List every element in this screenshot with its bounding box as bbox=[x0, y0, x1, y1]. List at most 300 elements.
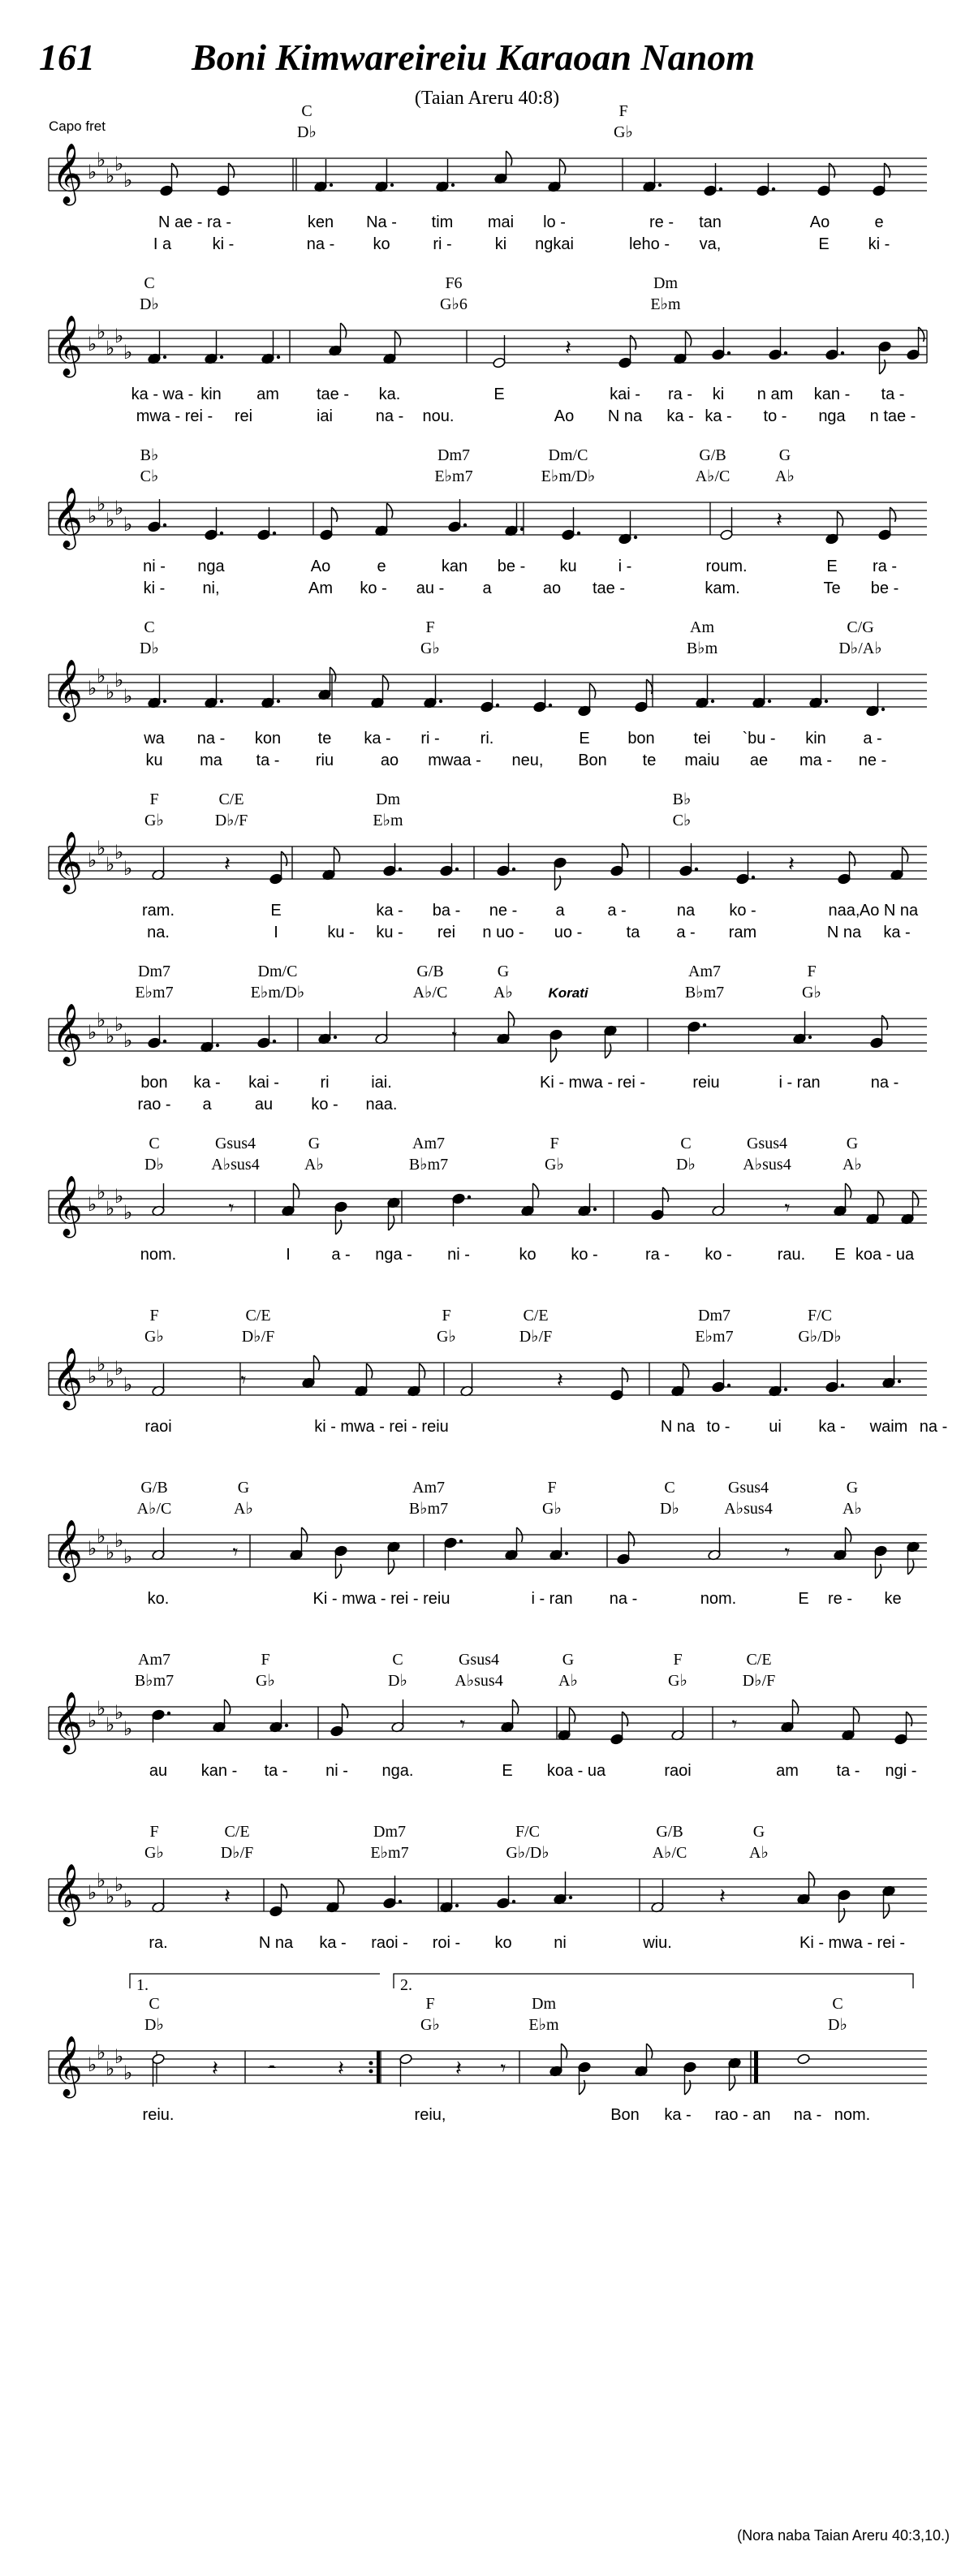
flat-sign-icon: ♭ bbox=[123, 857, 133, 880]
lyric-syllable: ku - bbox=[376, 924, 403, 941]
lyric-syllable: tim bbox=[431, 213, 454, 231]
capo-chord-symbol: D♭ bbox=[140, 295, 159, 313]
lyric-syllable: ta - bbox=[836, 1762, 860, 1780]
capo-chord-symbol: A♭/C bbox=[412, 984, 448, 1002]
chord-symbol: Gsus4 bbox=[214, 1135, 256, 1152]
chord-symbol: G/B bbox=[416, 963, 444, 980]
lyric-syllable: reiu bbox=[692, 1074, 720, 1092]
lyric-syllable: ka - bbox=[664, 2106, 692, 2124]
lyric-syllable: Bon bbox=[578, 752, 607, 769]
lyric-syllable: ngi - bbox=[885, 1762, 917, 1780]
capo-chord-symbol: G♭ bbox=[420, 640, 440, 657]
lyric-syllable: Ki - mwa - rei - reiu bbox=[312, 1590, 450, 1608]
lyric-syllable: ri bbox=[320, 1074, 330, 1092]
lyric-syllable: au bbox=[149, 1762, 168, 1780]
capo-chord-symbol: G♭ bbox=[542, 1500, 562, 1518]
flat-sign-icon: ♭ bbox=[106, 1713, 115, 1736]
lyric-syllable: ne - bbox=[489, 902, 518, 920]
capo-chord-symbol: G♭ bbox=[144, 1844, 164, 1862]
lyric-syllable: lo - bbox=[543, 213, 566, 231]
dot bbox=[727, 351, 730, 355]
treble-clef-icon: 𝄞 bbox=[52, 488, 83, 548]
note-flag bbox=[623, 843, 628, 858]
note-flag bbox=[629, 1531, 635, 1546]
flat-sign-icon: ♭ bbox=[123, 1545, 133, 1568]
dot bbox=[330, 183, 333, 187]
rest-icon: 𝄽 bbox=[338, 2057, 344, 2081]
capo-chord-symbol: G♭ bbox=[144, 1328, 164, 1346]
lyric-syllable: ne - bbox=[858, 752, 887, 769]
chord-symbol: Gsus4 bbox=[458, 1651, 500, 1669]
treble-clef-icon: 𝄞 bbox=[52, 144, 83, 204]
capo-chord-symbol: B♭m7 bbox=[134, 1672, 175, 1690]
lyric-syllable: a - bbox=[863, 730, 882, 747]
dot bbox=[898, 1380, 901, 1383]
lyric-syllable: nga - bbox=[375, 1246, 412, 1264]
note-flag bbox=[623, 1368, 628, 1382]
lyric-syllable: i - ran bbox=[531, 1590, 573, 1608]
chord-symbol: Gsus4 bbox=[746, 1135, 788, 1152]
chord-symbol: Dm/C bbox=[548, 446, 588, 464]
lyric-syllable: ba - bbox=[432, 902, 461, 920]
lyric-syllable: ken bbox=[307, 213, 334, 231]
note-flag bbox=[623, 1712, 628, 1726]
note-flag bbox=[647, 679, 653, 694]
flat-sign-icon: ♭ bbox=[106, 509, 115, 532]
capo-chord-symbol: G♭ bbox=[614, 123, 633, 141]
flat-sign-icon: ♭ bbox=[106, 1541, 115, 1564]
lyric-syllable: kin bbox=[805, 730, 826, 747]
capo-chord-symbol: E♭m bbox=[373, 812, 403, 829]
flat-sign-icon: ♭ bbox=[97, 149, 106, 171]
dot bbox=[784, 1388, 787, 1391]
dot bbox=[841, 1384, 844, 1387]
lyric-syllable: ki bbox=[494, 235, 507, 253]
lyric-syllable: i - bbox=[618, 558, 632, 575]
rest-icon: 𝄾 bbox=[784, 1540, 791, 1565]
flat-sign-icon: ♭ bbox=[106, 337, 115, 360]
lyric-syllable: to - bbox=[763, 407, 787, 425]
chord-symbol: F bbox=[673, 1651, 683, 1669]
capo-chord-symbol: D♭ bbox=[144, 1156, 164, 1174]
lyric-syllable: riu bbox=[315, 752, 334, 769]
lyric-syllable: a - bbox=[607, 902, 627, 920]
capo-chord-symbol: G♭/D♭ bbox=[506, 1844, 549, 1862]
lyric-syllable: ta - bbox=[881, 386, 905, 403]
capo-chord-symbol: A♭ bbox=[775, 467, 795, 485]
dot bbox=[463, 523, 467, 527]
note-flag bbox=[919, 327, 924, 342]
flat-sign-icon: ♭ bbox=[106, 165, 115, 187]
capo-chord-symbol: B♭m7 bbox=[408, 1500, 449, 1518]
chord-symbol: Dm bbox=[653, 274, 678, 292]
capo-chord-symbol: E♭m7 bbox=[135, 984, 174, 1002]
lyric-syllable: na - bbox=[793, 2106, 822, 2124]
note-head bbox=[797, 2053, 811, 2065]
lyric-syllable: raoi bbox=[144, 1418, 172, 1436]
note-flag bbox=[885, 163, 890, 178]
flat-sign-icon: ♭ bbox=[123, 341, 133, 364]
flat-sign-icon: ♭ bbox=[88, 161, 97, 183]
volta-bracket bbox=[394, 1974, 913, 1988]
note-flag bbox=[631, 335, 636, 350]
dot bbox=[163, 523, 166, 527]
lyric-syllable: N na bbox=[607, 407, 643, 425]
lyric-syllable: ka - bbox=[818, 1418, 846, 1436]
dot bbox=[334, 1036, 337, 1039]
capo-chord-symbol: D♭ bbox=[676, 1156, 696, 1174]
lyric-syllable: nom. bbox=[140, 1246, 177, 1264]
dot bbox=[167, 1712, 170, 1715]
lyric-syllable: rau. bbox=[777, 1246, 806, 1264]
rest-icon: 𝄽 bbox=[788, 852, 795, 877]
repeat-barline bbox=[377, 2051, 380, 2083]
lyric-syllable: wa bbox=[144, 730, 165, 747]
dot bbox=[390, 183, 394, 187]
lyric-syllable: iai. bbox=[371, 1074, 392, 1092]
dot bbox=[569, 1896, 572, 1899]
capo-chord-symbol: D♭/F bbox=[241, 1328, 275, 1346]
staff-system-5 bbox=[49, 790, 927, 941]
lyric-syllable: ka - bbox=[319, 1934, 347, 1952]
note-flag bbox=[890, 507, 896, 522]
flat-sign-icon: ♭ bbox=[123, 1889, 133, 1912]
lyric-syllable: waim bbox=[869, 1418, 908, 1436]
note-flag bbox=[830, 163, 835, 178]
lyric-syllable: ngkai bbox=[535, 235, 574, 253]
capo-chord-symbol: E♭m bbox=[528, 2016, 559, 2034]
lyric-syllable: ni - bbox=[143, 558, 166, 575]
lyric-syllable: ko bbox=[519, 1246, 537, 1264]
lyric-syllable: E bbox=[818, 235, 830, 253]
capo-chord-symbol: D♭ bbox=[144, 2016, 164, 2034]
flat-sign-icon: ♭ bbox=[114, 1873, 124, 1896]
chord-symbol: Dm bbox=[532, 1995, 556, 2013]
lyric-syllable: I bbox=[274, 924, 278, 941]
flat-sign-icon: ♭ bbox=[88, 2053, 97, 2076]
capo-chord-symbol: G♭ bbox=[144, 812, 164, 829]
chord-symbol: Dm7 bbox=[698, 1307, 730, 1325]
lyric-syllable: ki - bbox=[212, 235, 235, 253]
capo-chord-symbol: B♭m bbox=[686, 640, 718, 657]
chord-symbol: C bbox=[832, 1995, 843, 2013]
dot bbox=[695, 868, 698, 871]
chord-symbol: Dm7 bbox=[437, 446, 470, 464]
lyric-syllable: nga. bbox=[381, 1762, 414, 1780]
rest-icon: 𝄽 bbox=[224, 1885, 231, 1909]
chord-symbol: G bbox=[497, 963, 510, 980]
chord-symbol: C bbox=[680, 1135, 692, 1152]
lyric-syllable: kai - bbox=[248, 1074, 279, 1092]
lyric-syllable: E bbox=[798, 1590, 809, 1608]
dot bbox=[455, 868, 459, 871]
rest-icon: 𝄾 bbox=[232, 1540, 239, 1565]
lyric-syllable: am bbox=[776, 1762, 799, 1780]
flat-sign-icon: ♭ bbox=[97, 321, 106, 343]
rest-icon: 𝄾 bbox=[228, 1196, 235, 1221]
dot bbox=[163, 700, 166, 703]
capo-chord-symbol: D♭/F bbox=[519, 1328, 553, 1346]
lyric-syllable: tae - bbox=[592, 579, 626, 597]
lyric-syllable: I a bbox=[153, 235, 172, 253]
lyric-syllable: leho - bbox=[628, 235, 670, 253]
staff-system-8 bbox=[49, 1307, 947, 1436]
capo-chord-symbol: A♭ bbox=[234, 1500, 253, 1518]
lyric-syllable: ta - bbox=[256, 752, 280, 769]
lyric-syllable: ku bbox=[145, 752, 163, 769]
lyric-syllable: rao - an bbox=[714, 2106, 771, 2124]
chord-symbol: C bbox=[149, 1995, 160, 2013]
lyric-syllable: a bbox=[202, 1096, 212, 1114]
chord-symbol: F bbox=[807, 963, 817, 980]
lyric-syllable: a - bbox=[331, 1246, 351, 1264]
lyric-syllable: Ki - mwa - rei - bbox=[799, 1934, 905, 1952]
capo-chord-symbol: G♭/D♭ bbox=[798, 1328, 842, 1346]
chord-symbol: Dm7 bbox=[373, 1823, 406, 1841]
lyric-syllable: rei bbox=[234, 407, 253, 425]
lyric-syllable: kai - bbox=[610, 386, 640, 403]
lyric-syllable: ri. bbox=[480, 730, 494, 747]
lyric-syllable: N na bbox=[826, 924, 862, 941]
treble-clef-icon: 𝄞 bbox=[52, 316, 83, 376]
flat-sign-icon: ♭ bbox=[106, 2057, 115, 2080]
staff-system-4 bbox=[49, 618, 927, 769]
lyric-syllable: reiu, bbox=[414, 2106, 446, 2124]
lyric-syllable: nou. bbox=[422, 407, 455, 425]
lyric-syllable: au bbox=[254, 1096, 274, 1114]
lyric-syllable: roi - bbox=[432, 1934, 461, 1952]
lyric-syllable: Ki - mwa - rei - bbox=[540, 1074, 645, 1092]
lyric-syllable: ki - mwa - rei - reiu bbox=[314, 1418, 449, 1436]
note-flag bbox=[839, 1908, 845, 1923]
chord-symbol: C bbox=[149, 1135, 160, 1152]
dot bbox=[772, 187, 775, 191]
chord-symbol: F/C bbox=[515, 1823, 541, 1841]
rest-icon: 𝄾 bbox=[500, 2057, 506, 2081]
chord-symbol: Dm bbox=[376, 790, 400, 808]
lyric-syllable: kin bbox=[200, 386, 222, 403]
treble-clef-icon: 𝄞 bbox=[52, 1692, 83, 1752]
lyric-syllable: ku - bbox=[327, 924, 355, 941]
dot bbox=[727, 1384, 730, 1387]
flat-sign-icon: ♭ bbox=[114, 2045, 124, 2068]
chord-symbol: Am7 bbox=[688, 963, 721, 980]
lyric-syllable: ki - bbox=[143, 579, 166, 597]
note-flag bbox=[907, 1712, 912, 1726]
dot bbox=[399, 868, 402, 871]
lyric-syllable: ra - bbox=[645, 1246, 670, 1264]
rest-icon: 𝄽 bbox=[557, 1368, 563, 1393]
note-flag bbox=[555, 876, 561, 890]
chord-symbol: C/E bbox=[245, 1307, 271, 1325]
note-flag bbox=[685, 2080, 691, 2095]
flat-sign-icon: ♭ bbox=[88, 333, 97, 355]
staff-system-11 bbox=[49, 1823, 927, 1952]
lyric-syllable: maiu bbox=[684, 752, 720, 769]
dot bbox=[399, 1900, 402, 1903]
lyric-syllable: koa - ua bbox=[546, 1762, 606, 1780]
lyric-syllable: n tae - bbox=[869, 407, 916, 425]
lyric-syllable: mai bbox=[487, 213, 515, 231]
dot bbox=[841, 351, 844, 355]
lyric-syllable: N ae - ra - bbox=[157, 213, 232, 231]
lyric-syllable: reiu. bbox=[142, 2106, 175, 2124]
lyric-syllable: Na - bbox=[366, 213, 397, 231]
lyric-syllable: Bon bbox=[610, 2106, 640, 2124]
dot bbox=[768, 700, 771, 703]
lyric-syllable: Te bbox=[823, 579, 841, 597]
dot bbox=[163, 355, 166, 359]
treble-clef-icon: 𝄞 bbox=[52, 1520, 83, 1580]
capo-chord-symbol: E♭m7 bbox=[695, 1328, 734, 1346]
lyric-syllable: ko - bbox=[311, 1096, 338, 1114]
lyric-syllable: n uo - bbox=[482, 924, 524, 941]
staff-system-3 bbox=[49, 446, 927, 597]
note-flag bbox=[172, 163, 178, 178]
flat-sign-icon: ♭ bbox=[88, 1021, 97, 1044]
chord-symbol: F bbox=[149, 790, 159, 808]
chord-symbol: F bbox=[149, 1823, 159, 1841]
lyric-syllable: ra. bbox=[149, 1934, 168, 1952]
note-flag bbox=[663, 1187, 669, 1202]
flat-sign-icon: ♭ bbox=[114, 841, 124, 864]
lyric-syllable: ram. bbox=[142, 902, 175, 920]
dot bbox=[565, 1552, 568, 1555]
flat-sign-icon: ♭ bbox=[106, 681, 115, 704]
lyric-syllable: na - bbox=[609, 1590, 638, 1608]
note-flag bbox=[332, 507, 338, 522]
lyric-syllable: rei bbox=[437, 924, 456, 941]
chord-symbol: C bbox=[144, 274, 155, 292]
flat-sign-icon: ♭ bbox=[114, 1529, 124, 1552]
lyric-syllable: na - bbox=[196, 730, 226, 747]
dot bbox=[277, 700, 280, 703]
lyric-syllable: bon bbox=[627, 730, 655, 747]
lyric-syllable: ni bbox=[554, 1934, 567, 1952]
rest-icon: 𝄽 bbox=[719, 1885, 726, 1909]
final-barline bbox=[754, 2051, 758, 2083]
treble-clef-icon: 𝄞 bbox=[52, 832, 83, 892]
lyric-syllable: te bbox=[317, 730, 332, 747]
lyric-syllable: nom. bbox=[700, 1590, 737, 1608]
capo-chord-symbol: A♭sus4 bbox=[211, 1156, 260, 1174]
lyric-syllable: ta - bbox=[264, 1762, 288, 1780]
lyric-syllable: Ao bbox=[554, 407, 575, 425]
flat-sign-icon: ♭ bbox=[106, 1025, 115, 1048]
lyric-syllable: nga bbox=[818, 407, 846, 425]
lyric-syllable: neu, bbox=[511, 752, 544, 769]
dot bbox=[277, 355, 280, 359]
flat-sign-icon: ♭ bbox=[106, 1885, 115, 1908]
rest-icon: 𝄼 bbox=[268, 2057, 276, 2081]
flat-sign-icon: ♭ bbox=[97, 1181, 106, 1204]
lyric-syllable: roum. bbox=[705, 558, 748, 575]
flat-sign-icon: ♭ bbox=[97, 1869, 106, 1892]
dot bbox=[220, 700, 223, 703]
flat-sign-icon: ♭ bbox=[97, 1353, 106, 1376]
hymn-title: Boni Kimwareireiu Karaoan Nanom bbox=[192, 37, 755, 78]
note-flag bbox=[880, 360, 886, 374]
lyric-syllable: bon bbox=[140, 1074, 168, 1092]
lyric-syllable: ko - bbox=[705, 1246, 732, 1264]
chord-symbol: Am bbox=[690, 618, 714, 636]
flat-sign-icon: ♭ bbox=[88, 1537, 97, 1560]
lyric-syllable: uo - bbox=[554, 924, 583, 941]
lyric-syllable: kon bbox=[254, 730, 282, 747]
dot bbox=[593, 1208, 597, 1211]
lyric-syllable: ao bbox=[542, 579, 562, 597]
flat-sign-icon: ♭ bbox=[97, 493, 106, 515]
hymn-subtitle: (Taian Areru 40:8) bbox=[414, 88, 560, 109]
lyric-syllable: E bbox=[834, 1246, 846, 1264]
lyric-syllable: ma - bbox=[799, 752, 832, 769]
capo-chord-symbol: A♭ bbox=[749, 1844, 769, 1862]
flat-sign-icon: ♭ bbox=[106, 1369, 115, 1392]
lyric-syllable: ko. bbox=[147, 1590, 170, 1608]
lyric-syllable: ko - bbox=[729, 902, 756, 920]
lyric-syllable: e bbox=[377, 558, 386, 575]
lyric-syllable: tae - bbox=[316, 386, 350, 403]
lyric-syllable: Ao N na bbox=[859, 902, 919, 920]
rest-icon: 𝄾 bbox=[240, 1368, 247, 1393]
dot bbox=[520, 528, 524, 531]
flat-sign-icon: ♭ bbox=[123, 169, 133, 192]
rest-icon: 𝄽 bbox=[455, 2057, 462, 2081]
flat-sign-icon: ♭ bbox=[114, 1185, 124, 1208]
capo-chord-symbol: B♭m7 bbox=[408, 1156, 449, 1174]
dot bbox=[549, 704, 552, 707]
note-flag bbox=[229, 163, 235, 178]
lyric-syllable: tan bbox=[699, 213, 722, 231]
note-flag bbox=[551, 1048, 557, 1062]
capo-chord-symbol: G♭ bbox=[420, 2016, 440, 2034]
dot bbox=[512, 868, 515, 871]
lyric-syllable: n am bbox=[756, 386, 794, 403]
chord-symbol: Am7 bbox=[412, 1479, 445, 1497]
chord-symbol: C/E bbox=[224, 1823, 250, 1841]
lyric-syllable: raoi - bbox=[371, 1934, 408, 1952]
flat-sign-icon: ♭ bbox=[123, 1717, 133, 1740]
chord-symbol: C bbox=[664, 1479, 675, 1497]
flat-sign-icon: ♭ bbox=[97, 2041, 106, 2064]
lyric-syllable: ra - bbox=[668, 386, 692, 403]
dot bbox=[439, 700, 442, 703]
lyric-syllable: ta bbox=[626, 924, 640, 941]
capo-chord-symbol: D♭ bbox=[828, 2016, 847, 2034]
lyric-syllable: kan - bbox=[200, 1762, 238, 1780]
lyric-syllable: E bbox=[502, 1762, 513, 1780]
flat-sign-icon: ♭ bbox=[88, 1193, 97, 1216]
flat-sign-icon: ♭ bbox=[114, 669, 124, 691]
lyric-syllable: ni, bbox=[202, 579, 220, 597]
lyric-syllable: naa. bbox=[365, 1096, 398, 1114]
note-flag bbox=[282, 1884, 287, 1898]
lyric-syllable: a - bbox=[676, 924, 696, 941]
flat-sign-icon: ♭ bbox=[114, 1013, 124, 1036]
capo-chord-symbol: D♭/F bbox=[220, 1844, 254, 1862]
lyric-syllable: na - bbox=[919, 1418, 948, 1436]
dot bbox=[285, 1724, 288, 1727]
lyric-syllable: I bbox=[286, 1246, 291, 1264]
chord-symbol: F/C bbox=[807, 1307, 833, 1325]
dot bbox=[220, 355, 223, 359]
capo-chord-symbol: A♭ bbox=[843, 1156, 862, 1174]
capo-chord-symbol: G♭ bbox=[437, 1328, 456, 1346]
chord-symbol: C/E bbox=[746, 1651, 772, 1669]
chord-symbol: B♭ bbox=[140, 446, 159, 464]
lyric-syllable: ka - bbox=[376, 902, 403, 920]
chord-symbol: G/B bbox=[699, 446, 726, 464]
